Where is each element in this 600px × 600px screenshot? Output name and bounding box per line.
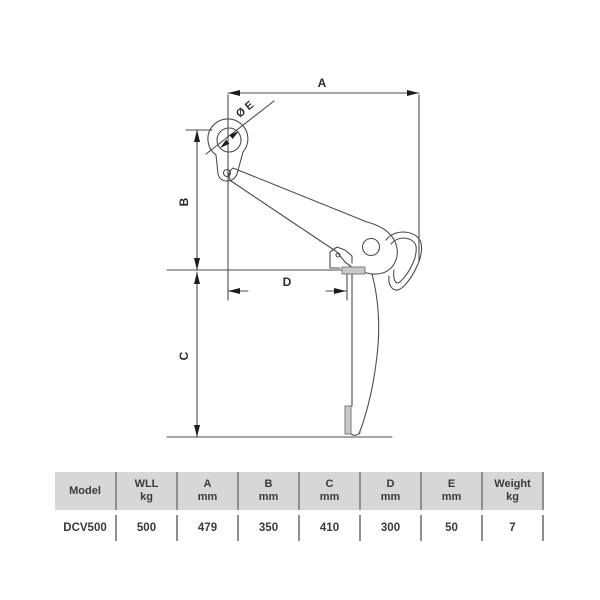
cell-c: 410 xyxy=(299,513,360,542)
col-label: C xyxy=(325,478,334,490)
cell-wll: 500 xyxy=(116,513,177,542)
body-right-edge xyxy=(359,274,379,434)
col-unit: mm xyxy=(441,491,462,503)
jaw-pad-bottom xyxy=(345,406,351,434)
extension-lines xyxy=(167,95,419,437)
col-header-wll xyxy=(116,472,177,513)
col-label: E xyxy=(447,478,456,490)
arrowhead-d-right xyxy=(334,288,346,294)
col-unit: mm xyxy=(258,491,279,503)
arrowhead-c-bottom xyxy=(194,425,200,437)
dim-label-d: D xyxy=(282,275,292,289)
cell-e: 50 xyxy=(421,513,482,542)
handle-inner xyxy=(391,238,416,283)
handle-outer xyxy=(386,232,422,290)
dim-label-a: A xyxy=(317,76,327,90)
col-header-e xyxy=(421,472,482,513)
cell-model: DCV500 xyxy=(55,513,116,542)
lever-arm xyxy=(229,168,397,274)
col-header-d xyxy=(360,472,421,513)
lever-arm-outline xyxy=(229,168,397,274)
jaw-pad-top xyxy=(342,267,365,274)
col-unit: mm xyxy=(319,491,340,503)
arrowhead-a-left xyxy=(228,90,240,96)
cell-a: 479 xyxy=(177,513,238,542)
col-unit: mm xyxy=(380,491,401,503)
col-unit: mm xyxy=(197,491,218,503)
cell-d: 300 xyxy=(360,513,421,542)
dim-label-e-diameter: Ø E xyxy=(233,99,257,121)
arrowhead-c-top xyxy=(194,272,200,284)
col-label: B xyxy=(264,478,273,490)
dimension-b xyxy=(194,130,200,270)
spec-table-header-row xyxy=(55,472,543,513)
dimension-c xyxy=(194,272,200,437)
col-label: Model xyxy=(69,484,101,497)
col-header-model xyxy=(55,472,116,513)
col-header-weight xyxy=(482,472,543,513)
dim-label-b: B xyxy=(177,197,191,207)
col-header-a xyxy=(177,472,238,513)
body-bottom-curve xyxy=(351,433,360,435)
head-hole xyxy=(363,239,380,256)
col-label: D xyxy=(386,478,395,490)
spec-table xyxy=(55,472,544,541)
col-unit: kg xyxy=(140,491,153,503)
arrowhead-b-top xyxy=(194,130,200,142)
eye-hole xyxy=(217,128,241,152)
cell-b: 350 xyxy=(238,513,299,542)
col-header-c xyxy=(299,472,360,513)
arrowhead-d-left xyxy=(228,288,240,294)
col-header-b xyxy=(238,472,299,513)
col-label: A xyxy=(203,478,212,490)
col-unit: kg xyxy=(506,491,519,503)
dim-label-c: C xyxy=(177,351,191,361)
col-label: Weight xyxy=(494,478,531,490)
col-label: WLL xyxy=(134,478,159,490)
spec-table-data-row xyxy=(55,513,543,542)
arrowhead-b-bottom xyxy=(194,258,200,270)
handle xyxy=(386,232,422,290)
cell-weight: 7 xyxy=(482,513,543,542)
arrowhead-a-right xyxy=(407,90,419,96)
dimension-a xyxy=(228,90,419,96)
